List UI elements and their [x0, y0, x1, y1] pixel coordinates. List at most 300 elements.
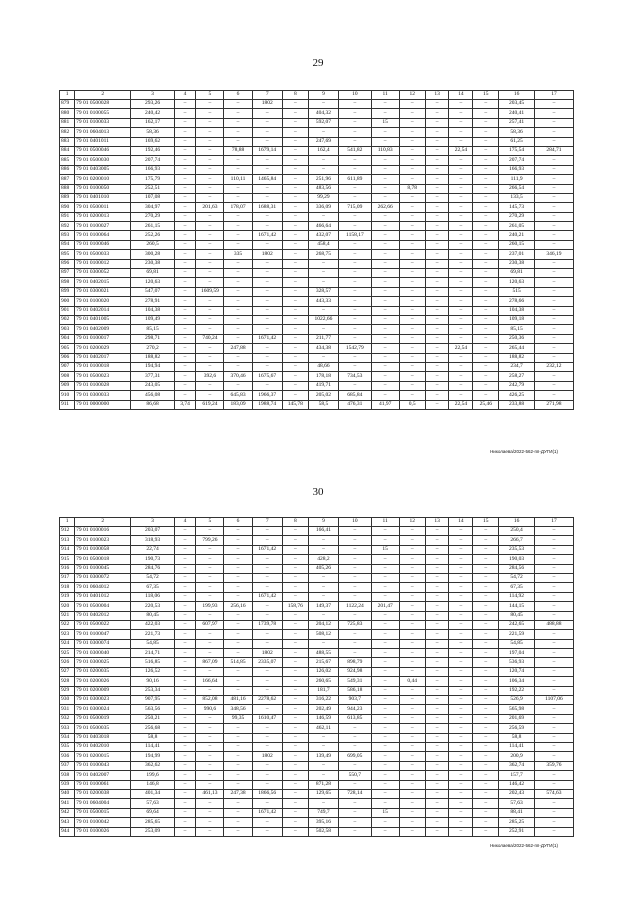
table-row: [60, 184, 574, 193]
table-cell: –: [449, 278, 473, 287]
table-cell: –: [339, 733, 371, 742]
table-cell: –: [449, 128, 473, 137]
table-cell: –: [282, 545, 308, 554]
table-cell: –: [224, 306, 252, 315]
column-header: 17: [534, 91, 573, 100]
table-cell: 22,54: [449, 400, 473, 409]
table-cell: 871,28: [308, 780, 338, 789]
table-cell: –: [425, 146, 449, 155]
table-cell: 944,23: [339, 705, 371, 714]
table-cell: –: [339, 545, 371, 554]
table-cell: –: [449, 100, 473, 109]
table-row: [60, 315, 574, 324]
table-cell: –: [339, 278, 371, 287]
table-cell: –: [282, 128, 308, 137]
table-cell: –: [224, 334, 252, 343]
table-cell: –: [371, 527, 399, 536]
table-row: [60, 696, 574, 705]
table-cell: 99,35: [224, 714, 252, 723]
table-cell: –: [425, 334, 449, 343]
table-cell: 194,99: [131, 752, 174, 761]
table-cell: –: [308, 771, 338, 780]
table-cell: 887: [60, 175, 75, 184]
table-cell: –: [371, 573, 399, 582]
table-cell: 899: [60, 287, 75, 296]
table-cell: 395,16: [308, 818, 338, 827]
table-cell: 886: [60, 165, 75, 174]
table-cell: –: [449, 297, 473, 306]
table-cell: –: [534, 780, 573, 789]
table-cell: –: [196, 362, 224, 371]
table-cell: –: [371, 353, 399, 362]
table-cell: –: [371, 362, 399, 371]
table-cell: –: [339, 137, 371, 146]
table-cell: 285,65: [131, 818, 174, 827]
table-cell: 202,43: [499, 789, 535, 798]
table-cell: –: [399, 287, 425, 296]
table-cell: –: [371, 780, 399, 789]
table-cell: 79 01 0100033: [75, 118, 131, 127]
table-cell: –: [308, 259, 338, 268]
table-cell: –: [282, 118, 308, 127]
table-cell: –: [339, 250, 371, 259]
table-cell: –: [371, 724, 399, 733]
table-cell: –: [174, 212, 196, 221]
table-cell: 928: [60, 677, 75, 686]
table-cell: –: [371, 250, 399, 259]
table-cell: –: [224, 325, 252, 334]
table-cell: –: [174, 100, 196, 109]
table-cell: –: [371, 536, 399, 545]
table-row: [60, 109, 574, 118]
table-cell: 941: [60, 799, 75, 808]
table-cell: –: [371, 372, 399, 381]
table-cell: –: [534, 315, 573, 324]
table-cell: –: [473, 818, 499, 827]
table-cell: –: [473, 705, 499, 714]
table-cell: –: [425, 128, 449, 137]
table-cell: 22,54: [449, 146, 473, 155]
table-cell: –: [473, 184, 499, 193]
table-cell: –: [473, 222, 499, 231]
table-cell: –: [449, 818, 473, 827]
table-cell: –: [449, 733, 473, 742]
table-cell: –: [282, 203, 308, 212]
table-cell: –: [282, 583, 308, 592]
table-cell: 205,02: [308, 391, 338, 400]
table-cell: –: [425, 400, 449, 409]
table-cell: –: [425, 203, 449, 212]
table-cell: –: [224, 278, 252, 287]
table-cell: –: [425, 165, 449, 174]
table-cell: –: [371, 630, 399, 639]
table-cell: 488,55: [308, 649, 338, 658]
table-cell: 1739,78: [252, 620, 282, 629]
table-cell: –: [224, 620, 252, 629]
table-cell: –: [196, 611, 224, 620]
table-cell: –: [449, 649, 473, 658]
table-cell: 181,7: [308, 686, 338, 695]
table-cell: 79 01 0604012: [75, 583, 131, 592]
table-cell: 335: [224, 250, 252, 259]
table-row: [60, 536, 574, 545]
table-cell: –: [425, 536, 449, 545]
table-cell: –: [534, 630, 573, 639]
table-cell: 169,62: [131, 137, 174, 146]
table-cell: –: [534, 118, 573, 127]
table-cell: –: [174, 536, 196, 545]
table-cell: –: [534, 573, 573, 582]
table-cell: –: [473, 259, 499, 268]
table-cell: 611,89: [339, 175, 371, 184]
table-cell: –: [371, 193, 399, 202]
table-cell: 466,64: [308, 222, 338, 231]
table-cell: –: [473, 231, 499, 240]
table-cell: –: [282, 658, 308, 667]
table-cell: –: [282, 667, 308, 676]
table-cell: –: [339, 742, 371, 751]
table-cell: –: [224, 137, 252, 146]
table-cell: –: [371, 278, 399, 287]
table-cell: –: [473, 649, 499, 658]
table-cell: –: [473, 118, 499, 127]
table-cell: –: [399, 714, 425, 723]
table-cell: 79 01 0500035: [75, 724, 131, 733]
table-cell: –: [449, 203, 473, 212]
table-cell: –: [282, 137, 308, 146]
table-cell: –: [399, 391, 425, 400]
column-header: 16: [499, 91, 535, 100]
table-cell: 204,12: [308, 620, 338, 629]
table-cell: –: [196, 827, 224, 836]
column-header: 17: [534, 518, 573, 527]
column-header: 10: [339, 91, 371, 100]
table-cell: 890: [60, 203, 75, 212]
table-cell: –: [425, 630, 449, 639]
table-row: [60, 137, 574, 146]
table-cell: –: [534, 269, 573, 278]
table-cell: –: [425, 808, 449, 817]
table-cell: 586,18: [339, 686, 371, 695]
table-cell: –: [473, 677, 499, 686]
table-cell: –: [252, 742, 282, 751]
table-cell: 256,68: [131, 724, 174, 733]
table-cell: 932: [60, 714, 75, 723]
table-row: [60, 156, 574, 165]
table-cell: –: [449, 573, 473, 582]
column-header: 13: [425, 518, 449, 527]
table-cell: –: [308, 761, 338, 770]
table-cell: –: [371, 564, 399, 573]
table-cell: –: [224, 780, 252, 789]
table-cell: –: [339, 165, 371, 174]
table-cell: –: [224, 686, 252, 695]
table-cell: 883: [60, 137, 75, 146]
table-cell: –: [224, 611, 252, 620]
table-cell: –: [196, 259, 224, 268]
table-cell: 79 01 0100047: [75, 630, 131, 639]
table-cell: 911: [60, 400, 75, 409]
table-cell: –: [449, 827, 473, 836]
table-cell: 109,18: [499, 315, 535, 324]
table-cell: 749,7: [308, 808, 338, 817]
table-cell: –: [339, 334, 371, 343]
table-cell: –: [252, 799, 282, 808]
table-cell: –: [252, 733, 282, 742]
table-cell: –: [174, 315, 196, 324]
table-cell: –: [534, 297, 573, 306]
table-cell: 79 01 0500022: [75, 620, 131, 629]
table-cell: –: [534, 602, 573, 611]
table-cell: –: [174, 630, 196, 639]
table-cell: 114,92: [499, 592, 535, 601]
table-cell: –: [174, 620, 196, 629]
table-cell: –: [425, 353, 449, 362]
table-cell: –: [252, 818, 282, 827]
table-cell: –: [174, 527, 196, 536]
table-cell: –: [196, 353, 224, 362]
table-cell: –: [224, 287, 252, 296]
table-cell: –: [196, 714, 224, 723]
table-cell: –: [174, 555, 196, 564]
table-cell: –: [252, 306, 282, 315]
table-cell: –: [449, 761, 473, 770]
table-cell: –: [339, 724, 371, 733]
table-cell: –: [174, 193, 196, 202]
table-cell: –: [534, 278, 573, 287]
table-cell: –: [534, 714, 573, 723]
table-row: [60, 592, 574, 601]
table-cell: 867,09: [196, 658, 224, 667]
table-cell: –: [473, 827, 499, 836]
table-cell: 923: [60, 630, 75, 639]
table-row: [60, 287, 574, 296]
table-cell: –: [174, 278, 196, 287]
table-cell: 488,88: [534, 620, 573, 629]
table-cell: –: [449, 362, 473, 371]
table-cell: –: [196, 752, 224, 761]
table-cell: –: [534, 564, 573, 573]
table-row: [60, 118, 574, 127]
table-cell: –: [174, 222, 196, 231]
table-cell: 79 01 0401011: [75, 137, 131, 146]
table-cell: –: [399, 297, 425, 306]
table-cell: 799,26: [196, 536, 224, 545]
table-cell: 258,27: [499, 372, 535, 381]
table-cell: –: [282, 222, 308, 231]
table-cell: –: [425, 799, 449, 808]
table-cell: –: [224, 667, 252, 676]
table-row: [60, 240, 574, 249]
table-cell: –: [534, 677, 573, 686]
table-cell: –: [174, 325, 196, 334]
table-cell: –: [174, 175, 196, 184]
table-cell: –: [473, 315, 499, 324]
table-cell: 58,8: [499, 733, 535, 742]
column-header: 9: [308, 91, 338, 100]
table-cell: 903: [60, 325, 75, 334]
table-cell: –: [174, 592, 196, 601]
table-row: [60, 344, 574, 353]
table-cell: 541,82: [339, 146, 371, 155]
table-cell: –: [174, 118, 196, 127]
table-cell: 476,31: [339, 400, 371, 409]
table-cell: –: [224, 100, 252, 109]
table-cell: –: [252, 724, 282, 733]
table-cell: –: [425, 789, 449, 798]
table-cell: 2335,07: [252, 658, 282, 667]
table-cell: –: [399, 278, 425, 287]
table-cell: –: [425, 780, 449, 789]
table-cell: 922: [60, 620, 75, 629]
table-cell: 69,64: [131, 808, 174, 817]
table-cell: –: [449, 705, 473, 714]
table-cell: –: [371, 100, 399, 109]
table-cell: –: [196, 724, 224, 733]
table-cell: –: [252, 184, 282, 193]
table-cell: 200,9: [499, 752, 535, 761]
table-cell: 927: [60, 667, 75, 676]
table-cell: –: [534, 545, 573, 554]
table-cell: –: [174, 602, 196, 611]
table-cell: –: [196, 799, 224, 808]
table-cell: –: [449, 269, 473, 278]
table-cell: 80,45: [131, 611, 174, 620]
table-cell: 25,46: [473, 400, 499, 409]
table-cell: –: [339, 649, 371, 658]
table-cell: –: [371, 137, 399, 146]
table-cell: –: [399, 146, 425, 155]
table-cell: –: [449, 555, 473, 564]
table-cell: –: [174, 724, 196, 733]
table-cell: 207,74: [131, 156, 174, 165]
table-row: [60, 620, 574, 629]
table-cell: 549,31: [339, 677, 371, 686]
table-cell: 114,41: [499, 742, 535, 751]
table-cell: –: [196, 278, 224, 287]
table-cell: 3,74: [174, 400, 196, 409]
table-cell: –: [399, 639, 425, 648]
table-cell: –: [308, 100, 338, 109]
table-row: [60, 658, 574, 667]
table-cell: 104,38: [499, 306, 535, 315]
table-cell: 926: [60, 658, 75, 667]
table-cell: 79 01 0500030: [75, 156, 131, 165]
table-cell: –: [252, 156, 282, 165]
table-cell: 79 01 0402012: [75, 611, 131, 620]
table-cell: 247,88: [224, 344, 252, 353]
table-cell: 79 01 0100042: [75, 818, 131, 827]
table-cell: 237,01: [499, 250, 535, 259]
table-cell: –: [399, 240, 425, 249]
table-cell: –: [425, 222, 449, 231]
column-header: 12: [399, 91, 425, 100]
table-cell: –: [399, 536, 425, 545]
table-cell: 79 01 0300052: [75, 269, 131, 278]
table-cell: 910: [60, 391, 75, 400]
table-cell: 935: [60, 742, 75, 751]
table-cell: 2278,62: [252, 696, 282, 705]
table-row: [60, 827, 574, 836]
table-cell: 126,52: [131, 667, 174, 676]
table-cell: –: [399, 193, 425, 202]
column-header: 5: [196, 91, 224, 100]
table-cell: –: [174, 334, 196, 343]
table-cell: –: [282, 705, 308, 714]
table-cell: –: [473, 742, 499, 751]
table-cell: 79 01 0402017: [75, 353, 131, 362]
table-cell: 260,15: [499, 240, 535, 249]
table-cell: –: [252, 259, 282, 268]
table-cell: –: [425, 545, 449, 554]
table-cell: –: [252, 297, 282, 306]
table-cell: –: [196, 808, 224, 817]
table-cell: –: [282, 156, 308, 165]
table-cell: –: [399, 156, 425, 165]
table-cell: 79 01 0402009: [75, 325, 131, 334]
table-cell: –: [371, 381, 399, 390]
table-cell: –: [224, 827, 252, 836]
table-cell: –: [449, 165, 473, 174]
table-cell: 359,76: [534, 761, 573, 770]
table-cell: –: [224, 752, 252, 761]
table-cell: 240,21: [499, 231, 535, 240]
table-cell: –: [425, 315, 449, 324]
table-cell: –: [252, 630, 282, 639]
table-cell: –: [196, 137, 224, 146]
table-cell: –: [174, 733, 196, 742]
table-cell: –: [449, 306, 473, 315]
table-cell: 592,07: [308, 118, 338, 127]
table-cell: –: [449, 564, 473, 573]
table-cell: –: [252, 555, 282, 564]
table-cell: –: [399, 315, 425, 324]
table-cell: 79 01 0100020: [75, 297, 131, 306]
table-cell: –: [534, 372, 573, 381]
table-cell: –: [449, 620, 473, 629]
table-cell: –: [282, 564, 308, 573]
table-cell: –: [371, 583, 399, 592]
table-cell: –: [473, 325, 499, 334]
table-cell: –: [371, 714, 399, 723]
table-cell: –: [224, 222, 252, 231]
table-cell: –: [196, 344, 224, 353]
table-cell: 69,81: [131, 269, 174, 278]
table-cell: 90,16: [131, 677, 174, 686]
table-cell: –: [196, 109, 224, 118]
table-cell: 265,44: [499, 344, 535, 353]
table-cell: 284,71: [534, 146, 573, 155]
table-cell: 260,65: [308, 677, 338, 686]
table-cell: –: [196, 761, 224, 770]
table-cell: –: [534, 686, 573, 695]
table-cell: 884: [60, 146, 75, 155]
table-cell: 104,38: [131, 306, 174, 315]
table-cell: 110,83: [371, 146, 399, 155]
table-cell: –: [399, 742, 425, 751]
table-cell: –: [534, 536, 573, 545]
table-cell: –: [339, 573, 371, 582]
table-cell: –: [224, 536, 252, 545]
table-cell: –: [339, 639, 371, 648]
column-header: 2: [75, 91, 131, 100]
table-cell: 79 01 0500033: [75, 250, 131, 259]
table-cell: –: [371, 391, 399, 400]
table-cell: –: [282, 592, 308, 601]
table-cell: –: [339, 564, 371, 573]
table-cell: 158,76: [282, 602, 308, 611]
table-cell: –: [399, 203, 425, 212]
